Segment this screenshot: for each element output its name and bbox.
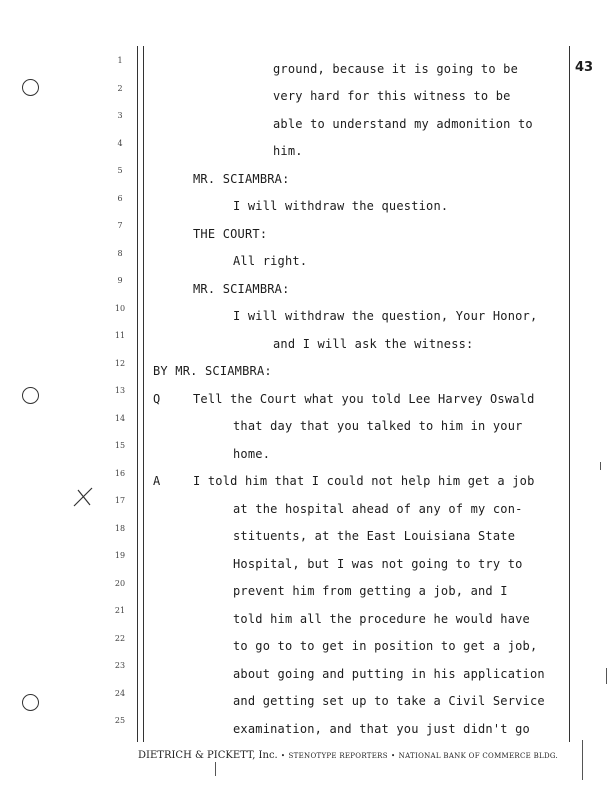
handwritten-x-mark-icon xyxy=(72,486,94,508)
transcript-line: that day that you talked to him in your xyxy=(233,419,523,433)
transcript-line: him. xyxy=(273,144,303,158)
transcript-line: about going and putting in his application xyxy=(233,667,545,681)
line-number: 22 xyxy=(114,634,126,643)
speaker-label: MR. SCIAMBRA: xyxy=(193,282,290,296)
scan-mark xyxy=(606,668,607,684)
scan-mark xyxy=(600,462,601,470)
transcript-line: examination, and that you just didn't go xyxy=(233,722,530,736)
transcript-line: at the hospital ahead of any of my con- xyxy=(233,502,523,516)
speaker-label: MR. SCIAMBRA: xyxy=(193,172,290,186)
line-number: 16 xyxy=(114,469,126,478)
line-number: 18 xyxy=(114,524,126,533)
line-number: 7 xyxy=(117,221,123,230)
line-number: 10 xyxy=(114,304,126,313)
transcript-line: I will withdraw the question, Your Honor, xyxy=(233,309,538,323)
binder-hole-bottom xyxy=(22,694,39,711)
examination-heading: BY MR. SCIAMBRA: xyxy=(153,364,272,378)
line-number: 14 xyxy=(114,414,126,423)
transcript-line: able to understand my admonition to xyxy=(273,117,533,131)
reporter-footer xyxy=(138,750,558,761)
scan-mark xyxy=(582,740,583,780)
transcript-line: and getting set up to take a Civil Service xyxy=(233,694,545,708)
footer-separator: • xyxy=(280,752,286,760)
line-number: 13 xyxy=(114,386,126,395)
right-margin-rule xyxy=(569,46,570,742)
line-number: 2 xyxy=(117,84,123,93)
binder-hole-top xyxy=(22,79,39,96)
binder-hole-middle xyxy=(22,387,39,404)
page-number: 43 xyxy=(575,60,594,75)
service-line: STENOTYPE REPORTERS xyxy=(288,752,388,760)
answer-marker: A xyxy=(153,474,161,488)
line-number: 24 xyxy=(114,689,126,698)
line-number: 5 xyxy=(117,166,123,175)
line-number: 11 xyxy=(114,331,126,340)
line-number: 4 xyxy=(117,139,123,148)
line-number: 19 xyxy=(114,551,126,560)
scan-mark xyxy=(215,762,216,776)
line-number: 20 xyxy=(114,579,126,588)
transcript-line: to go to to get in position to get a job, xyxy=(233,639,538,653)
transcript-line: I will withdraw the question. xyxy=(233,199,449,213)
footer-separator: • xyxy=(391,752,396,760)
line-number: 21 xyxy=(114,606,126,615)
line-number: 6 xyxy=(117,194,123,203)
left-margin-rule-inner xyxy=(143,46,144,742)
line-number: 23 xyxy=(114,661,126,670)
transcript-line: and I will ask the witness: xyxy=(273,337,474,351)
transcript-line: I told him that I could not help him get a job xyxy=(193,474,535,488)
line-number: 12 xyxy=(114,359,126,368)
transcript-line: very hard for this witness to be xyxy=(273,89,511,103)
line-number: 17 xyxy=(114,496,126,505)
firm-name: DIETRICH & PICKETT, Inc. xyxy=(138,750,278,761)
line-number: 1 xyxy=(117,56,123,65)
left-margin-rule-outer xyxy=(137,46,138,742)
line-number: 25 xyxy=(114,716,126,725)
transcript-line: told him all the procedure he would have xyxy=(233,612,530,626)
question-marker: Q xyxy=(153,392,161,406)
line-number: 8 xyxy=(117,249,123,258)
transcript-line: Tell the Court what you told Lee Harvey Oswald xyxy=(193,392,535,406)
transcript-line: Hospital, but I was not going to try to xyxy=(233,557,523,571)
transcript-line: ground, because it is going to be xyxy=(273,62,519,76)
speaker-label: THE COURT: xyxy=(193,227,268,241)
transcript-line: All right. xyxy=(233,254,308,268)
transcript-line: stituents, at the East Louisiana State xyxy=(233,529,516,543)
transcript-line: prevent him from getting a job, and I xyxy=(233,584,508,598)
address-line: NATIONAL BANK OF COMMERCE BLDG. xyxy=(398,752,559,760)
line-number: 15 xyxy=(114,441,126,450)
line-number: 9 xyxy=(117,276,123,285)
transcript-line: home. xyxy=(233,447,271,461)
line-number: 3 xyxy=(117,111,123,120)
